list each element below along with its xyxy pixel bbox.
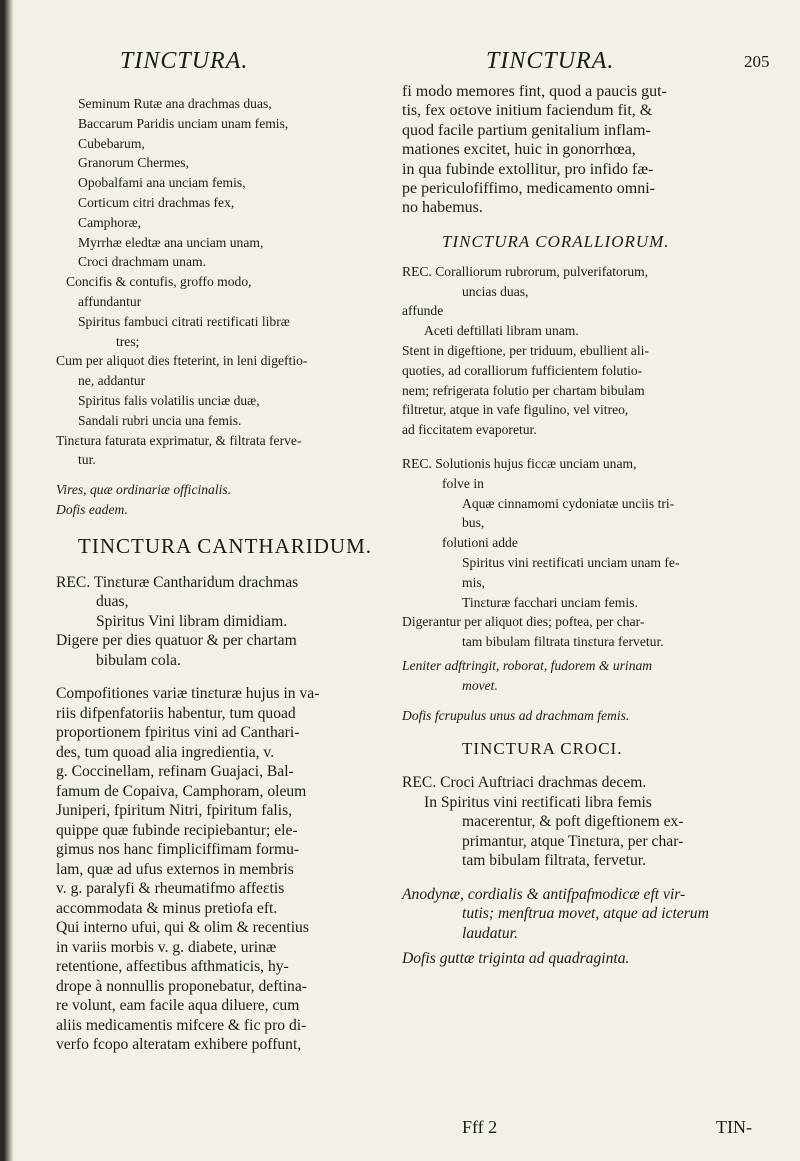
- recipe-line: Corticum citri drachmas fex,: [78, 194, 235, 210]
- virtues-note: [402, 656, 770, 696]
- text-line: Compofitiones variæ tinɛturæ hujus in va-: [56, 685, 320, 703]
- text-line: famum de Copaiva, Camphoram, oleum: [56, 782, 307, 800]
- recipe-line: REC. Croci Auftriaci drachmas decem.: [402, 774, 647, 792]
- recipe-line: Cum per aliquot dies fteterint, in leni digeftio-: [56, 353, 308, 369]
- recipe-line: Aquæ cinnamomi cydoniatæ unciis tri-: [462, 495, 675, 511]
- dosis-coralliorum: Dofis fcrupulus unus ad drachmam femis.: [402, 707, 630, 723]
- recipe-line: tur.: [78, 452, 96, 468]
- section-heading-croci: TINCTURA CROCI.: [462, 739, 623, 759]
- left-column: [56, 94, 388, 1055]
- text-line: mationes excitet, huic in gonorrhœa,: [402, 141, 636, 159]
- text-line: tutis; menftrua movet, atque ad icterum: [462, 905, 709, 923]
- recipe-line: REC. Solutionis hujus ficcæ unciam unam,: [402, 456, 637, 472]
- recipe-line: Granorum Chermes,: [78, 155, 189, 171]
- recipe-line: tres;: [116, 333, 140, 349]
- text-line: accommodata & minus pretiofa eft.: [56, 899, 278, 917]
- recipe-line: Spiritus falis volatilis unciæ duæ,: [78, 392, 260, 408]
- recipe-block: [56, 94, 388, 470]
- recipe-line: REC. Coralliorum rubrorum, pulverifatorum,: [402, 263, 649, 279]
- page-number: 205: [744, 52, 770, 71]
- text-line: drope à nonnullis proponebatur, deftina-: [56, 977, 307, 995]
- recipe-line: Digere per dies quatuor & per chartam: [56, 632, 297, 650]
- text-line: Juniperi, fpiritum Nitri, fpiritum falis,: [56, 802, 293, 820]
- text-line: tis, fex oɛtove initium faciendum fit, &: [402, 102, 653, 120]
- recipe-line: primantur, atque Tinɛtura, per char-: [462, 832, 684, 850]
- text-line: g. Coccinellam, refinam Guajaci, Bal-: [56, 763, 294, 781]
- recipe-line: Cubebarum,: [78, 135, 145, 151]
- recipe-line: folutioni adde: [442, 535, 518, 551]
- recipe-line: filtretur, atque in vafe figulino, vel vitreo,: [402, 402, 629, 418]
- text-line: laudatur.: [462, 924, 518, 942]
- recipe-line: In Spiritus vini reɛtificati libra femis: [424, 793, 652, 811]
- text-line: in variis morbis v. g. diabete, urinæ: [56, 938, 277, 956]
- recipe-line: bus,: [462, 515, 485, 531]
- signature-mark: Fff 2: [462, 1117, 498, 1137]
- cantharidum-recipe: [56, 573, 388, 671]
- text-line: Leniter adftringit, roborat, fudorem & urinam: [402, 657, 653, 673]
- text-line: aliis medicamentis mifcere & fic pro di-: [56, 1016, 307, 1034]
- book-spine-shadow: [0, 0, 14, 1161]
- recipe-line: quoties, ad coralliorum fufficientem folutio-: [402, 362, 643, 378]
- recipe-line: REC. Tinɛturæ Cantharidum drachmas: [56, 573, 299, 591]
- text-line: verfo fcopo alteratam exhibere poffunt,: [56, 1036, 302, 1054]
- recipe-line: tam bibulam filtrata tinɛtura fervetur.: [462, 634, 664, 650]
- recipe-line: ne, addantur: [78, 373, 146, 389]
- recipe-line: Opobalfami ana unciam femis,: [78, 175, 246, 191]
- recipe-line: affunde: [402, 303, 444, 319]
- recipe-line: ad ficcitatem evaporetur.: [402, 422, 537, 438]
- recipe-line: Baccarum Paridis unciam unam femis,: [78, 115, 289, 131]
- recipe-line: bibulam cola.: [96, 651, 181, 669]
- text-line: pe periculofiffimo, medicamento omni-: [402, 180, 655, 198]
- vires-line: Vires, quæ ordinariæ officinalis.: [56, 482, 232, 498]
- croci-recipe: [402, 773, 770, 871]
- text-line: re volunt, eam facile aqua diluere, cum: [56, 997, 300, 1015]
- recipe-line: Tinɛtura faturata exprimatur, & filtrata ferve-: [56, 432, 302, 448]
- continuation-paragraph: [402, 82, 770, 218]
- recipe-line: Digerantur per aliquot dies; poftea, per char-: [402, 614, 645, 630]
- text-line: movet.: [462, 677, 498, 693]
- recipe-line: Concifis & contufis, groffo modo,: [66, 274, 252, 290]
- recipe-line: Stent in digeftione, per triduum, ebullient ali-: [402, 343, 649, 359]
- text-line: fi modo memores fint, quod a paucis gut-: [402, 83, 667, 100]
- recipe-line: Croci drachmam unam.: [78, 254, 206, 270]
- recipe-line: folve in: [442, 475, 484, 491]
- right-column: [402, 82, 770, 969]
- text-line: lam, quæ ad ufus externos in membris: [56, 860, 294, 878]
- recipe-line: Tinɛturæ facchari unciam femis.: [462, 594, 638, 610]
- recipe-line: Aceti deftillati libram unam.: [424, 323, 579, 339]
- recipe-line: uncias duas,: [462, 283, 529, 299]
- recipe-line: Sandali rubri uncia una femis.: [78, 412, 242, 428]
- text-line: Qui interno ufui, qui & olim & recentius: [56, 919, 309, 937]
- recipe-line: Spiritus vini reɛtificati unciam unam fe-: [462, 555, 680, 570]
- recipe-line: macerentur, & poft digeftionem ex-: [462, 813, 684, 831]
- text-line: riis difpenfatoriis habentur, tum quoad: [56, 704, 296, 722]
- recipe-line: tam bibulam filtrata, fervetur.: [462, 852, 647, 870]
- dosis-croci: Dofis guttæ triginta ad quadraginta.: [402, 950, 630, 968]
- catchword: TIN-: [716, 1117, 752, 1137]
- section-heading-coralliorum: TINCTURA CORALLIORUM.: [442, 231, 670, 251]
- text-line: v. g. paralyfi & rheumatifmo affeɛtis: [56, 880, 285, 898]
- croci-virtues: [402, 885, 770, 944]
- recipe-line: Spiritus fambuci citrati reɛtificati libræ: [78, 313, 290, 329]
- running-head-left: TINCTURA.: [120, 48, 249, 74]
- recipe-line: Camphoræ,: [78, 214, 142, 230]
- recipe-line: affundantur: [78, 293, 142, 309]
- running-head-right: TINCTURA.: [486, 48, 615, 74]
- text-line: no habemus.: [402, 199, 483, 217]
- recipe-line: mis,: [462, 574, 486, 590]
- dosis-line: Dofis eadem.: [56, 501, 128, 517]
- recipe-line: Spiritus Vini libram dimidiam.: [96, 612, 288, 630]
- text-line: retentione, affeɛtibus afthmaticis, hy-: [56, 958, 289, 976]
- solutionis-recipe: [402, 454, 770, 652]
- text-line: in qua fubinde extollitur, pro infido fæ-: [402, 160, 654, 178]
- coralliorum-recipe: [402, 262, 770, 440]
- recipe-line: Seminum Rutæ ana drachmas duas,: [78, 96, 272, 111]
- text-line: Anodynæ, cordialis & antifpafmodicæ eft vir-: [402, 885, 686, 903]
- text-line: gimus nos hanc fimpliciffimam formu-: [56, 841, 300, 859]
- text-line: des, tum quoad alia ingredientia, v.: [56, 743, 275, 761]
- text-line: quod facile partium genitalium inflam-: [402, 121, 651, 139]
- recipe-line: duas,: [96, 593, 129, 611]
- text-line: proportionem fpiritus vini ad Canthari-: [56, 724, 300, 742]
- recipe-line: Myrrhæ eledtæ ana unciam unam,: [78, 234, 264, 250]
- commentary-paragraph: [56, 684, 388, 1055]
- text-line: quippe quæ fubinde recipiebantur; ele-: [56, 821, 298, 839]
- recipe-line: nem; refrigerata folutio per chartam bibulam: [402, 382, 645, 398]
- section-heading-cantharidum: TINCTURA CANTHARIDUM.: [78, 533, 372, 558]
